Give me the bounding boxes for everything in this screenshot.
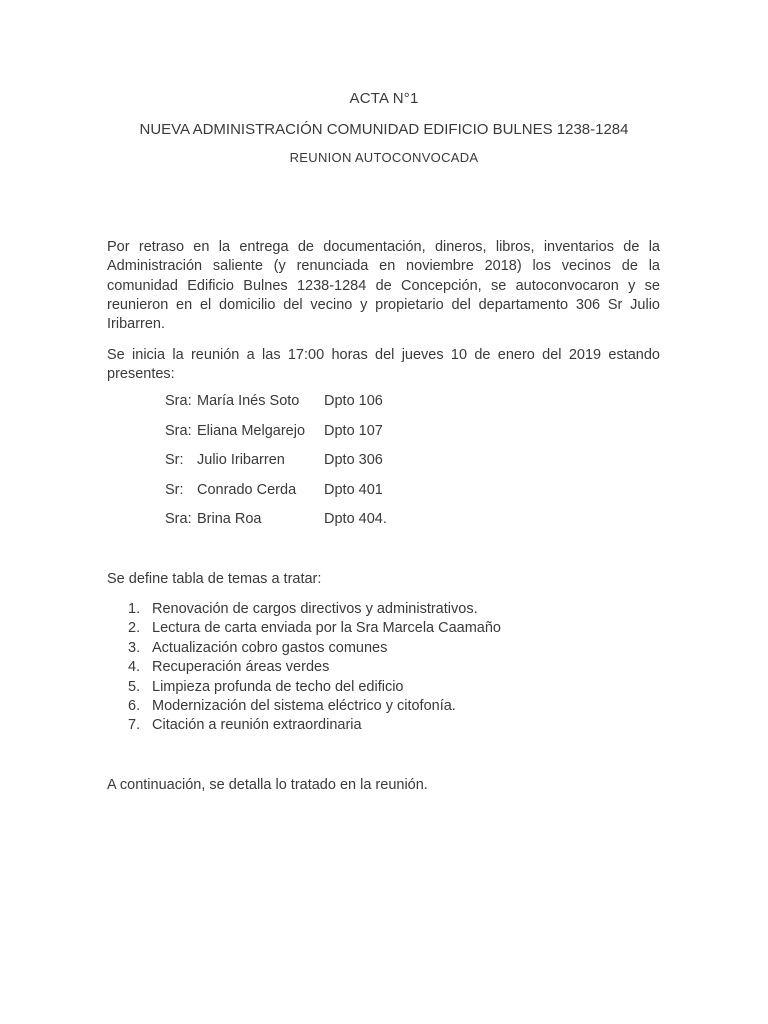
list-item-number: 2.: [128, 620, 141, 637]
list-item-text: Renovación de cargos directivos y administrativos.: [152, 601, 478, 617]
attendee-name: Conrado Cerda: [197, 481, 297, 498]
list-item-number: 4.: [128, 659, 141, 676]
meeting-type: REUNION AUTOCONVOCADA: [289, 150, 479, 165]
list-item-number: 1.: [128, 601, 141, 617]
attendee-dept: Dpto 106: [324, 393, 383, 409]
closing-paragraph: A continuación, se detalla lo tratado en la reunión.: [107, 777, 428, 793]
attendee-title: Sra:: [165, 393, 192, 409]
list-item-number: 3.: [128, 639, 141, 656]
start-section: [107, 346, 660, 385]
list-item-text: Actualización cobro gastos comunes: [152, 639, 388, 656]
attendee-dept: Dpto 404.: [324, 511, 387, 528]
list-item-number: 7.: [128, 717, 141, 734]
attendee-name: Brina Roa: [197, 511, 262, 528]
intro-section: [107, 238, 660, 334]
list-item-text: Citación a reunión extraordinaria: [152, 717, 362, 734]
attendee-name: Julio Iribarren: [197, 452, 285, 469]
intro-paragraph: Por retraso en la entrega de documentación, dineros, libros, inventarios de la Administración saliente (y renunciada en noviembre 2018) los vecinos de la comunidad Edificio Bulnes 1238-1284 de Concepción, se autoconvocaron y se reunieron en el domicilio del vecino y propietario del departamento 306 Sr Julio Iribarren.: [107, 239, 660, 333]
attendee-name: Eliana Melgarejo: [197, 422, 306, 439]
document-title: ACTA N°1: [349, 90, 419, 107]
list-item-number: 6.: [128, 697, 141, 714]
document-subtitle: NUEVA ADMINISTRACIÓN COMUNIDAD EDIFICIO BULNES 1238-1284: [139, 121, 629, 138]
attendee-name: María Inés Soto: [197, 393, 300, 409]
attendee-title: Sra:: [165, 422, 192, 439]
attendee-title: Sr:: [165, 452, 184, 469]
list-item-text: Recuperación áreas verdes: [152, 659, 330, 676]
list-item-number: 5.: [128, 678, 141, 695]
topics-intro: Se define tabla de temas a tratar:: [107, 571, 322, 587]
list-item-text: Modernización del sistema eléctrico y citofonía.: [152, 697, 456, 714]
attendee-title: Sra:: [165, 511, 192, 528]
list-item-text: Limpieza profunda de techo del edificio: [152, 678, 404, 695]
attendee-dept: Dpto 107: [324, 422, 383, 439]
list-item-text: Lectura de carta enviada por la Sra Marcela Caamaño: [152, 620, 501, 637]
attendee-dept: Dpto 306: [324, 452, 383, 469]
attendee-title: Sr:: [165, 481, 184, 498]
start-paragraph: Se inicia la reunión a las 17:00 horas del jueves 10 de enero del 2019 estando presentes:: [107, 347, 660, 383]
attendee-dept: Dpto 401: [324, 481, 383, 498]
